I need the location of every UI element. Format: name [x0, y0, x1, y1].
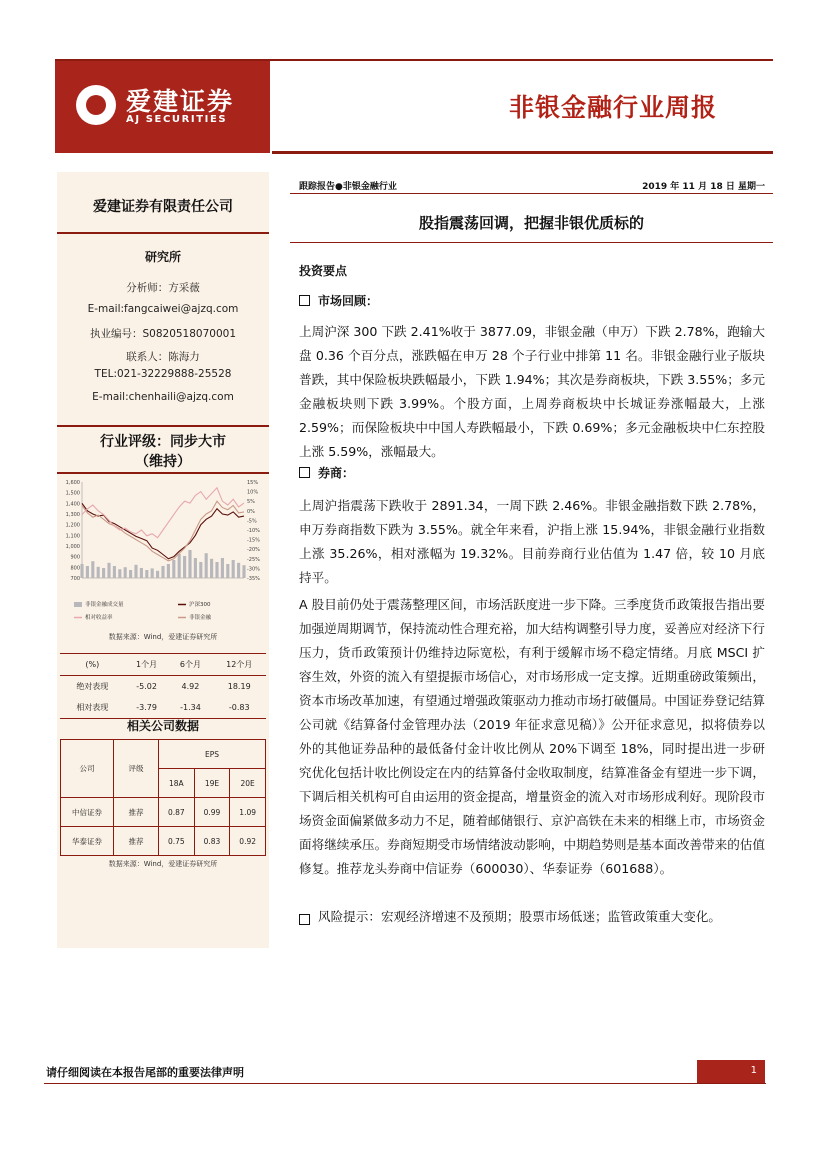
risk-warning: [299, 908, 765, 929]
volume-bar: [232, 560, 235, 578]
volume-bar: [178, 554, 181, 578]
related-companies-title: 相关公司数据: [126, 719, 199, 733]
table-cell: 0.99: [194, 798, 230, 827]
divider: [290, 242, 773, 243]
left-tick-label: 1,100: [65, 533, 80, 540]
company-name: 爱建证券有限责任公司: [93, 199, 233, 215]
right-tick-label: -25%: [247, 556, 260, 563]
volume-bar: [199, 562, 202, 578]
table-header-cell: 18A: [159, 769, 195, 798]
right-tick-label: -20%: [247, 547, 260, 554]
volume-bar: [118, 569, 121, 578]
left-tick-label: 1,600: [65, 480, 80, 486]
left-tick-label: 1,400: [65, 501, 80, 508]
series-line: [82, 488, 244, 538]
volume-bar: [124, 567, 127, 578]
volume-bar: [242, 565, 245, 578]
table-cell: 0.83: [194, 827, 230, 856]
market-review-text: 上周沪深 300 下跌 2.41%收于 3877.09，非银金融（申万）下跌 2.78%，跑输大盘 0.36 个百分点，涨跌幅在申万 28 个子行业中排第 11 名。非银金融行业子版块普跌，其中保险板块跌幅最小，下跌 1.94%；其次是券商板块，下跌 3.55%；多元金融板块则下跌 3.99%。个股方面，上周券商板块中长城证券涨幅最大，上涨 2.59%；而保险板块中中国人寿跌幅最小，下跌 0.69%；多元金融板块中仁东控股上涨 5.59%，涨幅最大。: [299, 324, 765, 459]
section-title: 券商：: [318, 466, 355, 480]
left-tick-label: 900: [70, 554, 80, 561]
table-cell: 推荐: [114, 827, 159, 856]
divider: [290, 193, 773, 194]
logo-icon-inner: [86, 95, 106, 115]
series-line: [82, 501, 244, 561]
header-bottom-rule: [272, 151, 773, 154]
volume-bar: [129, 570, 132, 578]
table-header-cell: EPS: [159, 740, 266, 769]
volume-bar: [183, 556, 186, 578]
volume-bar: [194, 558, 197, 578]
table-header-cell: 12个月: [212, 654, 266, 676]
left-tick-label: 800: [70, 565, 80, 572]
right-tick-label: -10%: [247, 528, 260, 534]
eps-table: [60, 739, 266, 856]
volume-bar: [113, 566, 116, 578]
report-date: 2019 年 11 月 18 日 星期一: [642, 182, 765, 192]
legend-swatch: [74, 602, 82, 607]
volume-bar: [97, 567, 100, 578]
section-brokers: [299, 464, 354, 481]
volume-bar: [161, 566, 164, 578]
report-title: 非银金融行业周报: [508, 93, 717, 122]
table-cell: 0.87: [159, 798, 195, 827]
table-header-cell: 20E: [230, 769, 266, 798]
table-cell: 18.19: [227, 682, 251, 691]
volume-bar: [86, 566, 89, 578]
legend-label: 相对收益率: [85, 615, 113, 621]
table-cell: 0.92: [230, 827, 266, 856]
section-market-review: [299, 292, 378, 309]
right-tick-label: -15%: [247, 537, 260, 544]
report-category: 跟踪报告●非银金融行业: [299, 182, 397, 192]
volume-bar: [107, 563, 110, 578]
rating-status: （维持）: [135, 454, 191, 470]
table-cell: 1.09: [230, 798, 266, 827]
contact-phone: TEL:021-32229888-25528: [94, 368, 232, 380]
brokers-text-2: A 股目前仍处于震荡整理区间，市场活跃度进一步下降。三季度货币政策报告指出要加强逆周期调节，保持流动性合理充裕，加大结构调整引导力度，妥善应对经济下行压力，货币政策预计仍维持边际宽松，有利于缓解市场不稳定情绪。月底 MSCI 扩容生效，外资的流入有望提振市场信心，对市场形成一定支撑。近期重磅政策频出，资本市场改革加速，有望通过增强政策驱动力推动市场打破僵局。中国证券登记结算公司就《结算备付金管理办法（2019 年征求意见稿）》公开征求意见，拟将债券以外的其他证券品种的最低备付金计收比例从 20%下调至 18%，同时提出进一步研究优化包括计收比例设定在内的结算备付金收取制度，结算准备金有望进一步下调，下调后相关机构可自由运用的资金提高，增量资金的流入对市场形成利好。现阶段市场资金面偏紧做多动力不足，随着邮储银行、京沪高铁在未来的相继上市，市场资金面将继续承压。券商短期受市场情绪波动影响，中期趋势则是基本面改善带来的估值修复。推荐龙头券商中信证券（600030）、华泰证券（601688）。: [299, 597, 765, 876]
table-cell: 绝对表现: [76, 682, 109, 691]
legend-label: 沪深300: [189, 602, 211, 608]
volume-bar: [188, 550, 191, 578]
left-tick-label: 1,300: [65, 512, 80, 518]
analyst-email[interactable]: E-mail:fangcaiwei@ajzq.com: [87, 303, 239, 315]
volume-bar: [91, 561, 94, 578]
volume-bar: [156, 571, 159, 578]
checkbox-square-icon: [299, 914, 310, 925]
volume-bar: [172, 560, 175, 578]
table-header-cell: 评级: [114, 740, 159, 798]
left-tick-label: 1,000: [65, 544, 80, 550]
right-tick-label: -30%: [247, 566, 260, 573]
right-tick-label: -5%: [247, 518, 257, 525]
legend-label: 非银金融: [189, 615, 212, 621]
risk-text: 风险提示：宏观经济增速不及预期；股票市场低迷；监管政策重大变化。: [317, 909, 721, 924]
table-row: [60, 697, 266, 719]
main-title: 股指震荡回调，把握非银优质标的: [418, 214, 644, 232]
table-header-cell: 公司: [61, 740, 114, 798]
checkbox-square-icon: [299, 467, 310, 478]
research-title: 研究所: [144, 250, 181, 264]
left-tick-label: 700: [70, 576, 80, 582]
table-row: [60, 676, 266, 698]
legend-label: 非银金融成交量: [85, 602, 124, 608]
table-cell: 0.75: [159, 827, 195, 856]
left-tick-label: 1,500: [65, 490, 80, 497]
section-title: 市场回顾：: [318, 294, 379, 308]
chart-source: 数据来源：Wind，爱建证券研究所: [108, 633, 218, 641]
volume-bar: [134, 565, 137, 578]
volume-bar: [221, 558, 224, 578]
table-cell: 4.92: [181, 682, 200, 691]
contact-email[interactable]: E-mail:chenhaili@ajzq.com: [92, 391, 234, 403]
table-cell: 相对表现: [60, 697, 125, 719]
table-cell: -1.34: [169, 697, 213, 719]
right-tick-label: 0%: [247, 508, 255, 515]
footer-disclaimer: 请仔细阅读在本报告尾部的重要法律声明: [46, 1066, 244, 1079]
volume-bar: [205, 553, 208, 578]
table-header-cell: 6个月: [169, 654, 213, 676]
table-cell: 推荐: [114, 798, 159, 827]
volume-bar: [140, 568, 143, 578]
table-header-cell: 19E: [194, 769, 230, 798]
volume-bar: [237, 563, 240, 578]
logo-cn-text: 爱建证券: [126, 87, 235, 116]
volume-bar: [210, 559, 213, 578]
index-chart: [60, 478, 266, 628]
footer-rule: [44, 1083, 766, 1084]
table-cell: -5.02: [136, 682, 157, 691]
eps-source: 数据来源：Wind，爱建证券研究所: [108, 860, 218, 868]
table-cell: 中信证券: [61, 798, 114, 827]
volume-bar: [145, 570, 148, 578]
table-row: [61, 827, 266, 856]
sidebar-rule: [57, 472, 269, 474]
contact-name: 联系人：陈海力: [126, 351, 200, 363]
sidebar-rule: [57, 425, 269, 427]
performance-table: [60, 653, 266, 719]
table-cell: -3.79: [125, 697, 169, 719]
table-cell: -0.83: [212, 697, 266, 719]
page-number-box: [697, 1060, 765, 1083]
volume-bar: [102, 568, 105, 578]
series-line: [82, 503, 244, 559]
table-header-cell: (%): [60, 654, 125, 676]
right-tick-label: 15%: [247, 480, 259, 486]
volume-bar: [151, 568, 154, 578]
investment-heading: 投资要点: [299, 264, 348, 278]
sidebar-rule: [57, 232, 269, 234]
logo-en-text: AJ SECURITIES: [126, 114, 228, 125]
volume-bar: [80, 564, 83, 578]
volume-bar: [226, 564, 229, 578]
analyst-name: 分析师：方采薇: [126, 282, 200, 294]
rating-line: 行业评级：同步大市: [100, 434, 226, 450]
table-row: [61, 798, 266, 827]
industry-rating: [57, 432, 269, 472]
page-number: 1: [750, 1065, 757, 1076]
right-tick-label: 5%: [247, 499, 255, 506]
volume-bar: [215, 562, 218, 578]
brokers-text-1: 上周沪指震荡下跌收于 2891.34，一周下跌 2.46%。非银金融指数下跌 2.78%，申万券商指数下跌为 3.55%。就全年来看，沪指上涨 15.94%，非银金融行业指数上涨 35.26%，相对涨幅为 19.32%。目前券商行业估值为 1.47 倍，较 10 月底持平。: [299, 498, 765, 585]
left-tick-label: 1,200: [65, 522, 80, 529]
checkbox-square-icon: [299, 295, 310, 306]
table-header-cell: 1个月: [125, 654, 169, 676]
volume-bar: [167, 564, 170, 578]
right-tick-label: 10%: [247, 489, 259, 496]
right-tick-label: -35%: [247, 576, 260, 582]
table-cell: 华泰证券: [61, 827, 114, 856]
license-number: 执业编号：S0820518070001: [89, 328, 236, 340]
